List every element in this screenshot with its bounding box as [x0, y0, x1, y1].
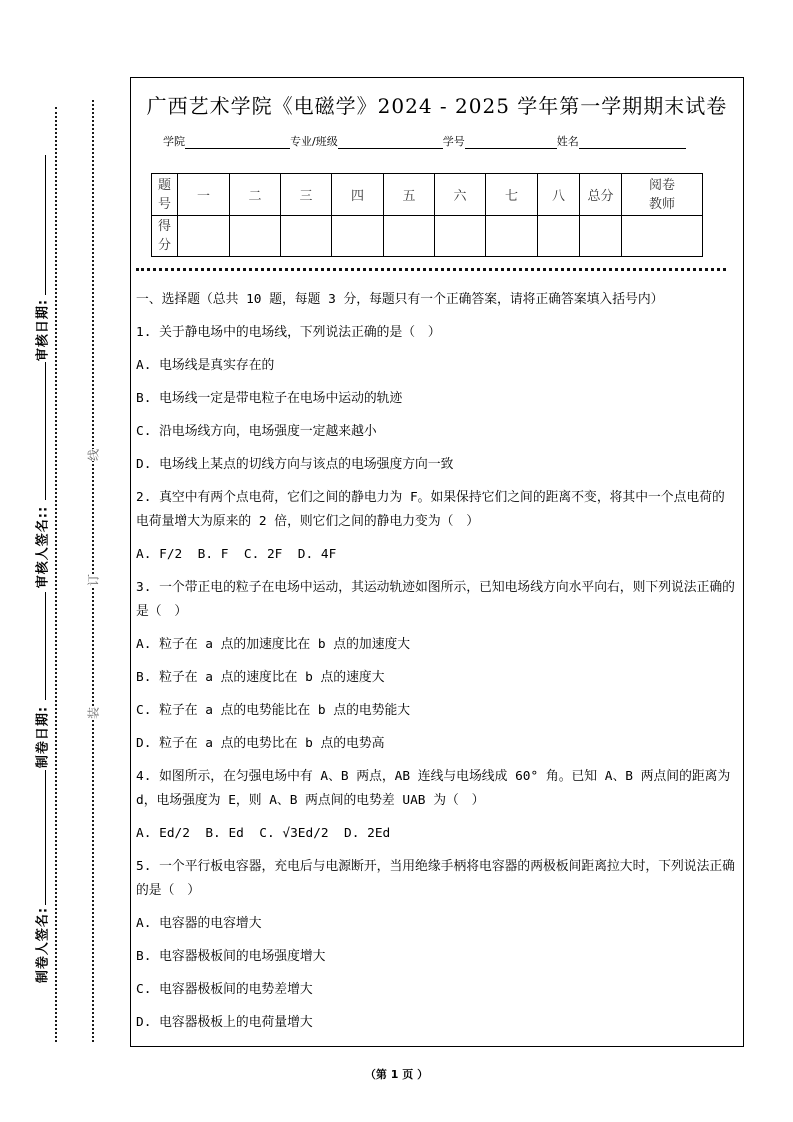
preparer-date-line [45, 592, 46, 700]
exam-title: 广西艺术学院《电磁学》2024 - 2025 学年第一学期期末试卷 [146, 94, 728, 118]
score-cell-8[interactable] [538, 216, 580, 257]
question-number-row [152, 174, 703, 216]
dotted-separator [136, 268, 726, 271]
page-number: （第 1 页 ） [364, 1068, 429, 1081]
question-4-stem: 4. 如图所示，在匀强电场中有 A、B 两点，AB 连线与电场线成 60° 角。已知 A、B 两点间的距离为 d，电场强度为 E，则 A、B 两点间的电势差 UAB 为（ ） [136, 769, 731, 808]
cut-label-staple: 装 [83, 707, 104, 719]
name-field[interactable] [579, 134, 686, 149]
score-cell-1[interactable] [178, 216, 230, 257]
question-1-option-b: B. 电场线一定是带电粒子在电场中运动的轨迹 [136, 391, 403, 406]
question-5-option-b: B. 电容器极板间的电场强度增大 [136, 949, 326, 964]
reviewer-signature-label: 审核人签名:: [32, 504, 51, 590]
student-info-row [163, 133, 686, 149]
question-2-options: A. F/2 B. F C. 2F D. 4F [136, 547, 337, 562]
score-cell-4[interactable] [332, 216, 384, 257]
name-label: 姓名 [556, 135, 579, 148]
question-5-stem: 5. 一个平行板电容器，充电后与电源断开，当用绝缘手柄将电容器的两极板间距离拉大时，下列说法正确的是（ ） [136, 859, 735, 898]
score-cell-3[interactable] [281, 216, 332, 257]
preparer-signature-line [45, 770, 46, 905]
col-header-8: 八 [538, 174, 580, 216]
student-id-label: 学号 [442, 135, 465, 148]
question-2-stem: 2. 真空中有两个点电荷，它们之间的静电力为 F。如果保持它们之间的距离不变，将其中一个点电荷的电荷量增大为原来的 2 倍，则它们之间的静电力变为（ ） [136, 490, 725, 529]
col-header-total: 总分 [580, 174, 622, 216]
question-3-option-d: D. 粒子在 a 点的电势比在 b 点的电势高 [136, 736, 385, 751]
review-date-label: 审核日期: [32, 297, 51, 363]
col-header-7: 七 [486, 174, 538, 216]
question-section [136, 288, 735, 1044]
col-header-6: 六 [435, 174, 486, 216]
major-class-field[interactable] [338, 134, 443, 149]
inner-dotted-line [92, 100, 94, 1042]
reviewer-signature-line [45, 362, 46, 500]
question-4-options: A. Ed/2 B. Ed C. √3Ed/2 D. 2Ed [136, 826, 391, 841]
question-3-stem: 3. 一个带正电的粒子在电场中运动，其运动轨迹如图所示，已知电场线方向水平向右，则下列说法正确的是（ ） [136, 580, 735, 619]
col-header-2: 二 [230, 174, 281, 216]
score-cell-2[interactable] [230, 216, 281, 257]
outer-dotted-line [55, 107, 57, 1042]
col-header-1: 一 [178, 174, 230, 216]
question-5-option-c: C. 电容器极板间的电势差增大 [136, 982, 313, 997]
question-3-option-b: B. 粒子在 a 点的速度比在 b 点的速度大 [136, 670, 385, 685]
question-1-stem: 1. 关于静电场中的电场线，下列说法正确的是（ ） [136, 325, 441, 340]
college-field[interactable] [185, 134, 290, 149]
college-label: 学院 [163, 135, 185, 148]
question-5-option-d: D. 电容器极板上的电荷量增大 [136, 1015, 313, 1030]
grader-header-text: 阅卷教师 [648, 177, 675, 212]
preparer-signature-label: 制卷人签名: [32, 905, 51, 985]
question-1-option-d: D. 电场线上某点的切线方向与该点的电场强度方向一致 [136, 457, 454, 472]
score-cell-grader[interactable] [622, 216, 703, 257]
cut-label-bind: 订 [83, 574, 104, 586]
row-header-score [152, 216, 178, 257]
question-3-option-c: C. 粒子在 a 点的电势能比在 b 点的电势能大 [136, 703, 411, 718]
major-class-label: 专业/班级 [290, 135, 338, 148]
score-row [152, 216, 703, 257]
score-cell-7[interactable] [486, 216, 538, 257]
col-header-4: 四 [332, 174, 384, 216]
question-1-option-a: A. 电场线是真实存在的 [136, 358, 275, 373]
student-id-field[interactable] [465, 134, 557, 149]
col-header-3: 三 [281, 174, 332, 216]
row-header-question-number [152, 174, 178, 216]
row-header-text: 得分 [157, 219, 171, 253]
col-header-grader [622, 174, 703, 216]
row-header-text: 题号 [157, 177, 171, 212]
question-3-option-a: A. 粒子在 a 点的加速度比在 b 点的加速度大 [136, 637, 411, 652]
cut-label-line: 线 [83, 449, 104, 461]
score-table [151, 173, 703, 257]
score-cell-6[interactable] [435, 216, 486, 257]
preparer-date-label: 制卷日期: [32, 704, 51, 770]
col-header-5: 五 [384, 174, 435, 216]
question-5-option-a: A. 电容器的电容增大 [136, 916, 262, 931]
question-1-option-c: C. 沿电场线方向，电场强度一定越来越小 [136, 424, 377, 439]
review-date-line [45, 155, 46, 295]
score-cell-total[interactable] [580, 216, 622, 257]
score-cell-5[interactable] [384, 216, 435, 257]
exam-frame [130, 77, 744, 1047]
section-heading: 一、选择题（总共 10 题，每题 3 分，每题只有一个正确答案，请将正确答案填入括号内） [136, 292, 664, 307]
